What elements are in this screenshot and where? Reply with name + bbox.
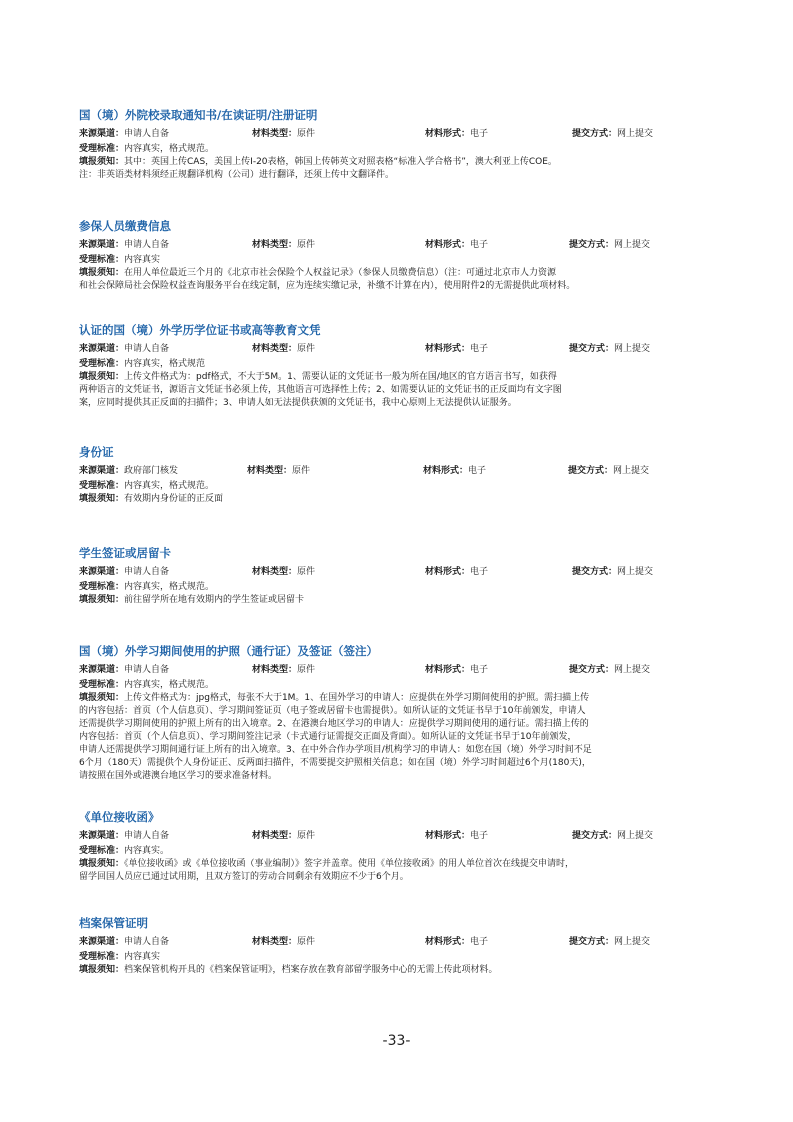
form-value: 电子 (470, 129, 489, 139)
form-label: 材料形式： (423, 466, 469, 476)
type-value: 原件 (297, 831, 316, 841)
standard-row (79, 678, 719, 692)
field-row (79, 464, 719, 479)
field-row (79, 935, 719, 950)
form-value: 电子 (470, 344, 489, 354)
material-section (79, 810, 719, 884)
note-line: 的内容包括：首页（个人信息页）、学习期间签证页（电子签或居留卡也需提供）。如所认证的文凭证书早于10年前颁发，申请人 (79, 706, 586, 716)
standard-row (79, 357, 719, 371)
form-value: 电子 (470, 831, 489, 841)
standard-value: 内容真实，格式规范。 (124, 680, 215, 690)
source-value: 申请人自备 (124, 567, 170, 577)
form-label: 材料形式： (425, 344, 471, 354)
standard-value: 内容真实，格式规范。 (124, 582, 215, 592)
type-value: 原件 (297, 937, 316, 947)
notes-label: 填报须知： (79, 372, 125, 382)
submit-value: 网上提交 (614, 344, 651, 354)
notes-block (79, 493, 719, 506)
type-label: 材料类型： (252, 240, 298, 250)
source-value: 申请人自备 (124, 129, 170, 139)
source-value: 申请人自备 (124, 240, 170, 250)
form-value: 电子 (468, 466, 487, 476)
submit-value: 网上提交 (613, 466, 650, 476)
standard-value: 内容真实 (124, 952, 161, 962)
type-value: 原件 (297, 665, 316, 675)
submit-label: 提交方式： (572, 567, 618, 577)
note-line: 注：非英语类材料须经正规翻译机构（公司）进行翻译，还须上传中文翻译件。 (79, 170, 395, 180)
submit-label: 提交方式： (572, 831, 618, 841)
material-section (79, 445, 719, 506)
note-line: 两种语言的文凭证书，源语言文凭证书必须上传，其他语言可选择性上传；2、如需要认证的文凭证书的正反面均有文字图 (79, 385, 562, 395)
submit-label: 提交方式： (569, 937, 615, 947)
submit-label: 提交方式： (569, 344, 615, 354)
submit-value: 网上提交 (614, 937, 651, 947)
source-label: 来源渠道： (79, 466, 125, 476)
type-label: 材料类型： (252, 129, 298, 139)
note-line: 内容包括：首页（个人信息页）、学习期间签注记录（卡式通行证需提交正面及背面）。如所认证的文凭证书早于10年前颁发， (79, 732, 577, 742)
field-row (79, 565, 719, 580)
standard-label: 受理标准： (79, 952, 125, 962)
notes-label: 填报须知： (79, 157, 125, 167)
notes-block (79, 964, 719, 977)
material-section (79, 644, 719, 783)
note-line: 上传文件格式为：pdf格式，不大于5M。1、需要认证的文凭证书一般为所在国/地区的官方语言书写，如获得 (124, 372, 557, 382)
note-line: 请按照在国外或港澳台地区学习的要求准备材料。 (79, 771, 278, 781)
form-label: 材料形式： (425, 567, 471, 577)
standard-row (79, 950, 719, 964)
notes-block (79, 267, 719, 293)
field-row (79, 342, 719, 357)
submit-value: 网上提交 (617, 831, 654, 841)
form-value: 电子 (470, 240, 489, 250)
source-label: 来源渠道： (79, 665, 125, 675)
type-label: 材料类型： (252, 344, 298, 354)
type-value: 原件 (297, 567, 316, 577)
standard-row (79, 142, 719, 156)
submit-label: 提交方式： (572, 129, 618, 139)
submit-value: 网上提交 (614, 240, 651, 250)
notes-block (79, 692, 719, 783)
notes-block (79, 371, 719, 410)
note-line: 申请人还需提供学习期间通行证上所有的出入境章。3、在中外合作办学项目/机构学习的申请人：如您在国（境）外学习时间不足 (79, 745, 592, 755)
submit-label: 提交方式： (569, 665, 615, 675)
form-label: 材料形式： (425, 831, 471, 841)
source-value: 政府部门核发 (124, 466, 179, 476)
source-label: 来源渠道： (79, 344, 125, 354)
type-value: 原件 (292, 466, 311, 476)
notes-label: 填报须知： (79, 494, 125, 504)
note-line: 案，应同时提供其正反面的扫描件；3、申请人如无法提供获颁的文凭证书，我中心原则上无法提供认证服务。 (79, 398, 517, 408)
submit-value: 网上提交 (617, 567, 654, 577)
note-line: 有效期内身份证的正反面 (124, 494, 224, 504)
section-title: 国（境）外院校录取通知书/在读证明/注册证明 (79, 108, 318, 122)
standard-label: 受理标准： (79, 359, 125, 369)
section-title: 档案保管证明 (79, 916, 148, 930)
source-value: 申请人自备 (124, 937, 170, 947)
form-label: 材料形式： (425, 937, 471, 947)
page-number: -33- (382, 1033, 411, 1049)
standard-value: 内容真实，格式规范。 (124, 144, 215, 154)
submit-value: 网上提交 (617, 129, 654, 139)
notes-block (79, 594, 719, 607)
standard-value: 内容真实 (124, 255, 161, 265)
standard-label: 受理标准： (79, 481, 125, 491)
material-section (79, 323, 719, 410)
notes-label: 填报须知： (79, 268, 125, 278)
type-label: 材料类型： (252, 937, 298, 947)
section-title: 《单位接收函》 (79, 810, 160, 824)
type-label: 材料类型： (247, 466, 293, 476)
standard-row (79, 253, 719, 267)
note-line: 上传文件格式为：jpg格式，每张不大于1M。1、在国外学习的申请人：应提供在外学习期间使用的护照。需扫描上传 (124, 693, 590, 703)
note-line: 《单位接收函》或《单位接收函（事业编制）》签字并盖章。使用《单位接收函》的用人单位首次在线提交申请时， (124, 859, 575, 869)
note-line: 其中：英国上传CAS，美国上传I-20表格，韩国上传韩英文对照表格“标准入学合格书”，澳大利亚上传COE。 (124, 157, 557, 167)
section-title: 国（境）外学习期间使用的护照（通行证）及签证（签注） (79, 644, 378, 658)
material-section (79, 219, 719, 293)
note-line: 在用人单位最近三个月的《北京市社会保险个人权益记录》（参保人员缴费信息）（注：可通过北京市人力资源 (124, 268, 557, 278)
type-value: 原件 (297, 129, 316, 139)
source-label: 来源渠道： (79, 129, 125, 139)
standard-value: 内容真实，格式规范。 (124, 481, 215, 491)
type-value: 原件 (297, 240, 316, 250)
type-value: 原件 (297, 344, 316, 354)
type-label: 材料类型： (252, 567, 298, 577)
type-label: 材料类型： (252, 665, 298, 675)
notes-block (79, 858, 719, 884)
note-line: 档案保管机构开具的《档案保管证明》，档案存放在教育部留学服务中心的无需上传此项材料。 (124, 965, 498, 975)
standard-label: 受理标准： (79, 582, 125, 592)
source-label: 来源渠道： (79, 567, 125, 577)
note-line: 还需提供学习期间使用的护照上所有的出入境章。2、在港澳台地区学习的申请人：应提供学习期间使用的通行证。需扫描上传的 (79, 719, 589, 729)
form-label: 材料形式： (425, 129, 471, 139)
submit-label: 提交方式： (568, 466, 614, 476)
source-value: 申请人自备 (124, 344, 170, 354)
note-line: 前往留学所在地有效期内的学生签证或居留卡 (124, 595, 305, 605)
note-line: 和社会保障局社会保险权益查询服务平台在线定制，应为连续实缴记录，补缴不计算在内），使用附件2的无需提供此项材料。 (79, 281, 576, 291)
source-value: 申请人自备 (124, 665, 170, 675)
standard-label: 受理标准： (79, 680, 125, 690)
submit-value: 网上提交 (614, 665, 651, 675)
standard-value: 内容真实。 (124, 846, 170, 856)
note-line: 6个月（180天）需提供个人身份证正、反两面扫描件，不需要提交护照相关信息；如在国（境）外学习时间超过6个月(180天)， (79, 758, 591, 768)
form-label: 材料形式： (425, 665, 471, 675)
notes-label: 填报须知： (79, 859, 125, 869)
source-value: 申请人自备 (124, 831, 170, 841)
standard-label: 受理标准： (79, 846, 125, 856)
source-label: 来源渠道： (79, 937, 125, 947)
field-row (79, 127, 719, 142)
material-section (79, 546, 719, 607)
form-value: 电子 (470, 665, 489, 675)
section-title: 认证的国（境）外学历学位证书或高等教育文凭 (79, 323, 321, 337)
field-row (79, 829, 719, 844)
source-label: 来源渠道： (79, 831, 125, 841)
standard-row (79, 844, 719, 858)
form-label: 材料形式： (425, 240, 471, 250)
standard-label: 受理标准： (79, 255, 125, 265)
notes-label: 填报须知： (79, 693, 125, 703)
section-title: 学生签证或居留卡 (79, 546, 171, 560)
standard-row (79, 479, 719, 493)
note-line: 留学回国人员应已通过试用期，且双方签订的劳动合同剩余有效期应不少于6个月。 (79, 872, 409, 882)
section-title: 身份证 (79, 445, 114, 459)
submit-label: 提交方式： (569, 240, 615, 250)
form-value: 电子 (470, 937, 489, 947)
standard-label: 受理标准： (79, 144, 125, 154)
standard-value: 内容真实，格式规范 (124, 359, 206, 369)
material-section (79, 916, 719, 977)
standard-row (79, 580, 719, 594)
field-row (79, 663, 719, 678)
type-label: 材料类型： (252, 831, 298, 841)
notes-label: 填报须知： (79, 595, 125, 605)
field-row (79, 238, 719, 253)
notes-label: 填报须知： (79, 965, 125, 975)
source-label: 来源渠道： (79, 240, 125, 250)
notes-block (79, 156, 719, 182)
form-value: 电子 (470, 567, 489, 577)
section-title: 参保人员缴费信息 (79, 219, 171, 233)
material-section (79, 108, 719, 182)
